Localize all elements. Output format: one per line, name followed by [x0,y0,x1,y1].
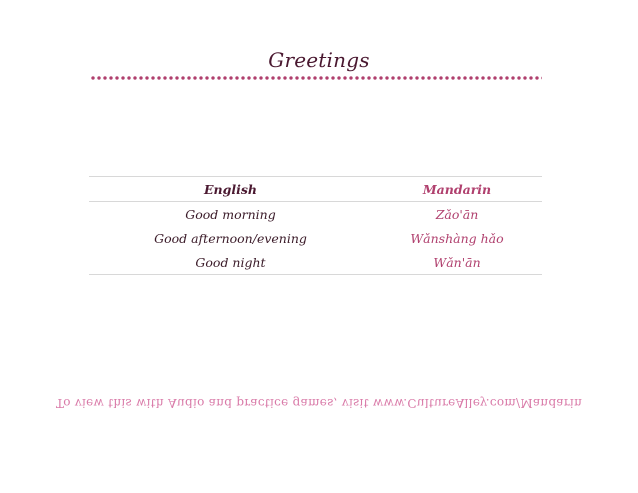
dotted-divider [90,75,542,81]
mandarin-cell: Wǎn'ān [433,254,481,270]
header-mandarin: Mandarin [422,181,492,197]
mandarin-cell: Wǎnshàng hǎo [410,230,504,246]
english-cell: Good night [195,254,266,270]
table-row [89,250,542,275]
mandarin-cell: Zǎo'ān [435,206,479,222]
table-row [89,226,542,250]
vocabulary-table [89,176,542,275]
english-cell: Good afternoon/evening [154,230,307,246]
footer-note: To view this with Audio and practice games, visit www.CultureAlley.com/Mandarin [55,396,583,410]
english-cell: Good morning [185,206,276,222]
header-english: English [204,181,257,197]
page-title: Greetings [268,48,370,72]
table-row [89,202,542,227]
table-header-row [89,177,542,202]
